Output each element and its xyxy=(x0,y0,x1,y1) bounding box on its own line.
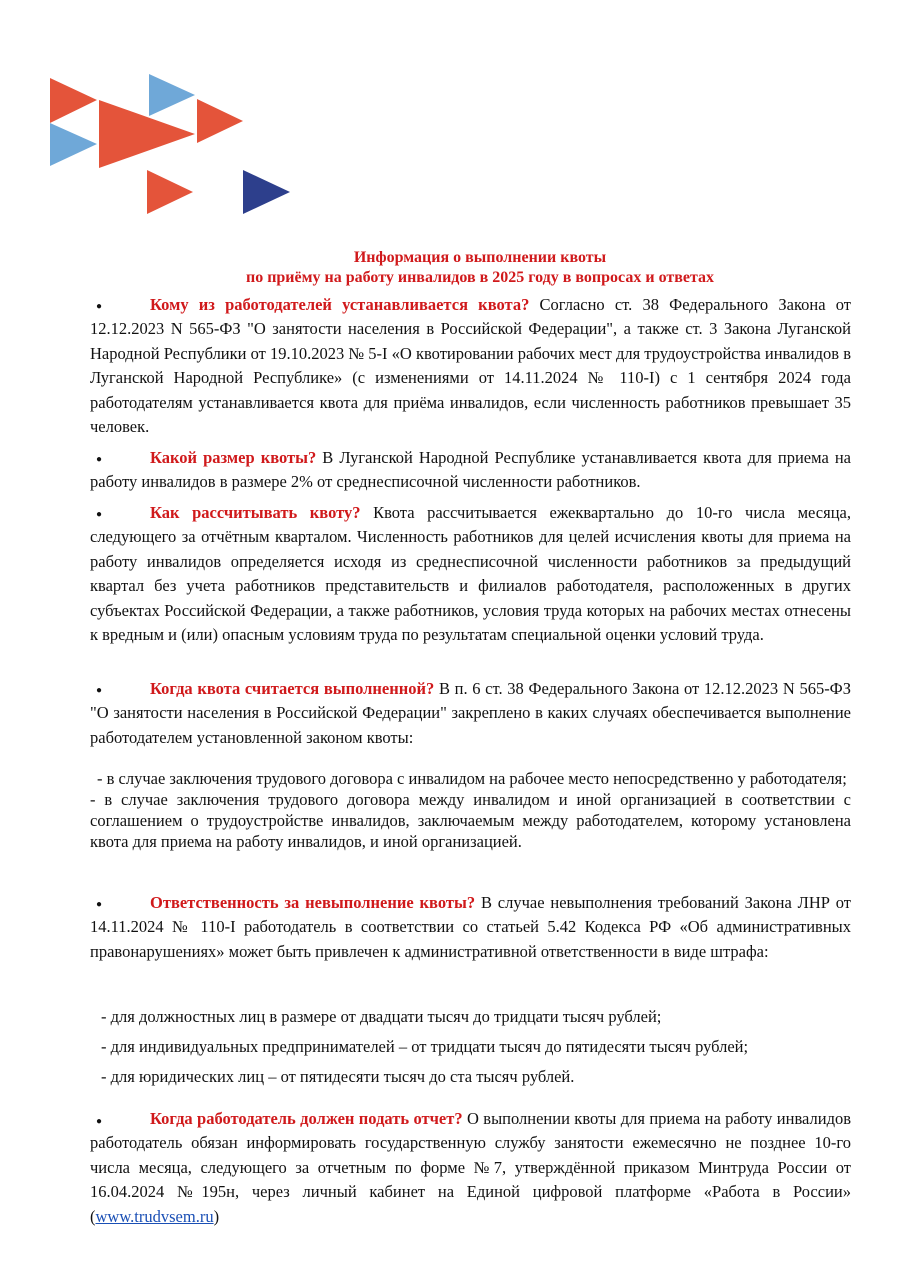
answer-4: В п. 6 ст. 38 Федерального Закона от 12.12.2023 N 565-ФЗ "О занятости населения в Российской Федерации" закреплено в каких случаях обеспечивается выполнение работодателем установленной законом квоты: xyxy=(90,679,851,747)
question-3: Как рассчитывать квоту? xyxy=(150,503,361,522)
answer-6: О выполнении квоты для приема на работу инвалидов работодатель обязан информировать государственную службу занятости ежемесячно не позднее 10-го числа месяца, следующего за отчетным по форме №7, утверждённой приказом Минтруда России от 16.04.2024 №195н, через личный кабинет на Единой цифровой платформе «Работа в России» ( xyxy=(90,1109,851,1226)
bullet-icon: ● xyxy=(96,454,103,465)
qa-item-2 xyxy=(90,446,851,495)
question-2: Какой размер квоты? xyxy=(150,448,317,467)
qa-item-1 xyxy=(90,293,851,439)
question-4: Когда квота считается выполненной? xyxy=(150,679,435,698)
question-1: Кому из работодателей устанавливается квота? xyxy=(150,295,530,314)
bullet-icon: ● xyxy=(96,301,103,312)
bullet-icon: ● xyxy=(96,1116,103,1127)
fine-item-1: - для должностных лиц в размере от двадцати тысяч до тридцати тысяч рублей; xyxy=(101,1007,662,1026)
logo-triangles xyxy=(47,68,297,218)
answer-5: В случае невыполнения требований Закона ЛНР от 14.11.2024 № 110-I работодатель в соответствии со статьей 5.42 Кодекса РФ «Об административных правонарушениях» может быть привлечен к административной ответственности в виде штрафа: xyxy=(90,893,851,961)
answer-2: В Луганской Народной Республике устанавливается квота для приема на работу инвалидов в размере 2% от среднесписочной численности работников. xyxy=(90,448,851,492)
qa-item-5 xyxy=(90,891,851,964)
answer-3: Квота рассчитывается ежеквартально до 10-го числа месяца, следующего за отчётным кварталом. Численность работников для целей исчисления квоты для приема на работу инвалидов определяется исходя из среднесписочной численности работников за предыдущий квартал без учета работников представительств и филиалов работодателя, расположенных в других субъектах Российской Федерации, а также работников, условия труда которых на рабочих местах отнесены к вредным и (или) опасным условиям труда по результатам специальной оценки условий труда. xyxy=(90,503,851,645)
answer-6-end: ) xyxy=(213,1206,220,1226)
bullet-icon: ● xyxy=(96,685,103,696)
answer-1: Согласно ст. 38 Федерального Закона от 12.12.2023 N 565-ФЗ "О занятости населения в Российской Федерации", а также ст. 3 Закона Луганской Народной Республики от 19.10.2023 № 5-I «О квотировании рабочих мест для трудоустройства инвалидов в Луганской Народной Республике» (с изменениями от 14.11.2024 № 110-I) с 1 сентября 2024 года работодателям устанавливается квота для приёма инвалидов, если численность работников превышает 35 человек. xyxy=(90,295,851,437)
qa-item-4 xyxy=(90,677,851,750)
bullet-icon: ● xyxy=(96,899,103,910)
trudvsem-link[interactable]: www.trudvsem.ru xyxy=(95,1206,214,1226)
page-title-line2: по приёму на работу инвалидов в 2025 году в вопросах и ответах xyxy=(245,269,715,286)
quota-cases: - в случае заключения трудового договора с инвалидом на рабочее место непосредственно у работодателя; - в случае заключения трудового договора между инвалидом и иной организацией в соответствии с соглашением о трудоустройстве инвалидов, заключаемым между работодателем, которому установлена квота для приема на работу инвалидов, и иной организацией. xyxy=(90,769,851,851)
fine-item-2: - для индивидуальных предпринимателей – от тридцати тысяч до пятидесяти тысяч рублей; xyxy=(101,1037,749,1056)
qa-item-3 xyxy=(90,501,851,647)
bullet-icon: ● xyxy=(96,509,103,520)
fine-item-3: - для юридических лиц – от пятидесяти тысяч до ста тысяч рублей. xyxy=(101,1067,575,1086)
qa-item-6 xyxy=(90,1107,851,1229)
question-6: Когда работодатель должен подать отчет? xyxy=(150,1109,463,1128)
question-5: Ответственность за невыполнение квоты? xyxy=(150,893,476,912)
page-title-line1: Информация о выполнении квоты xyxy=(353,249,607,266)
